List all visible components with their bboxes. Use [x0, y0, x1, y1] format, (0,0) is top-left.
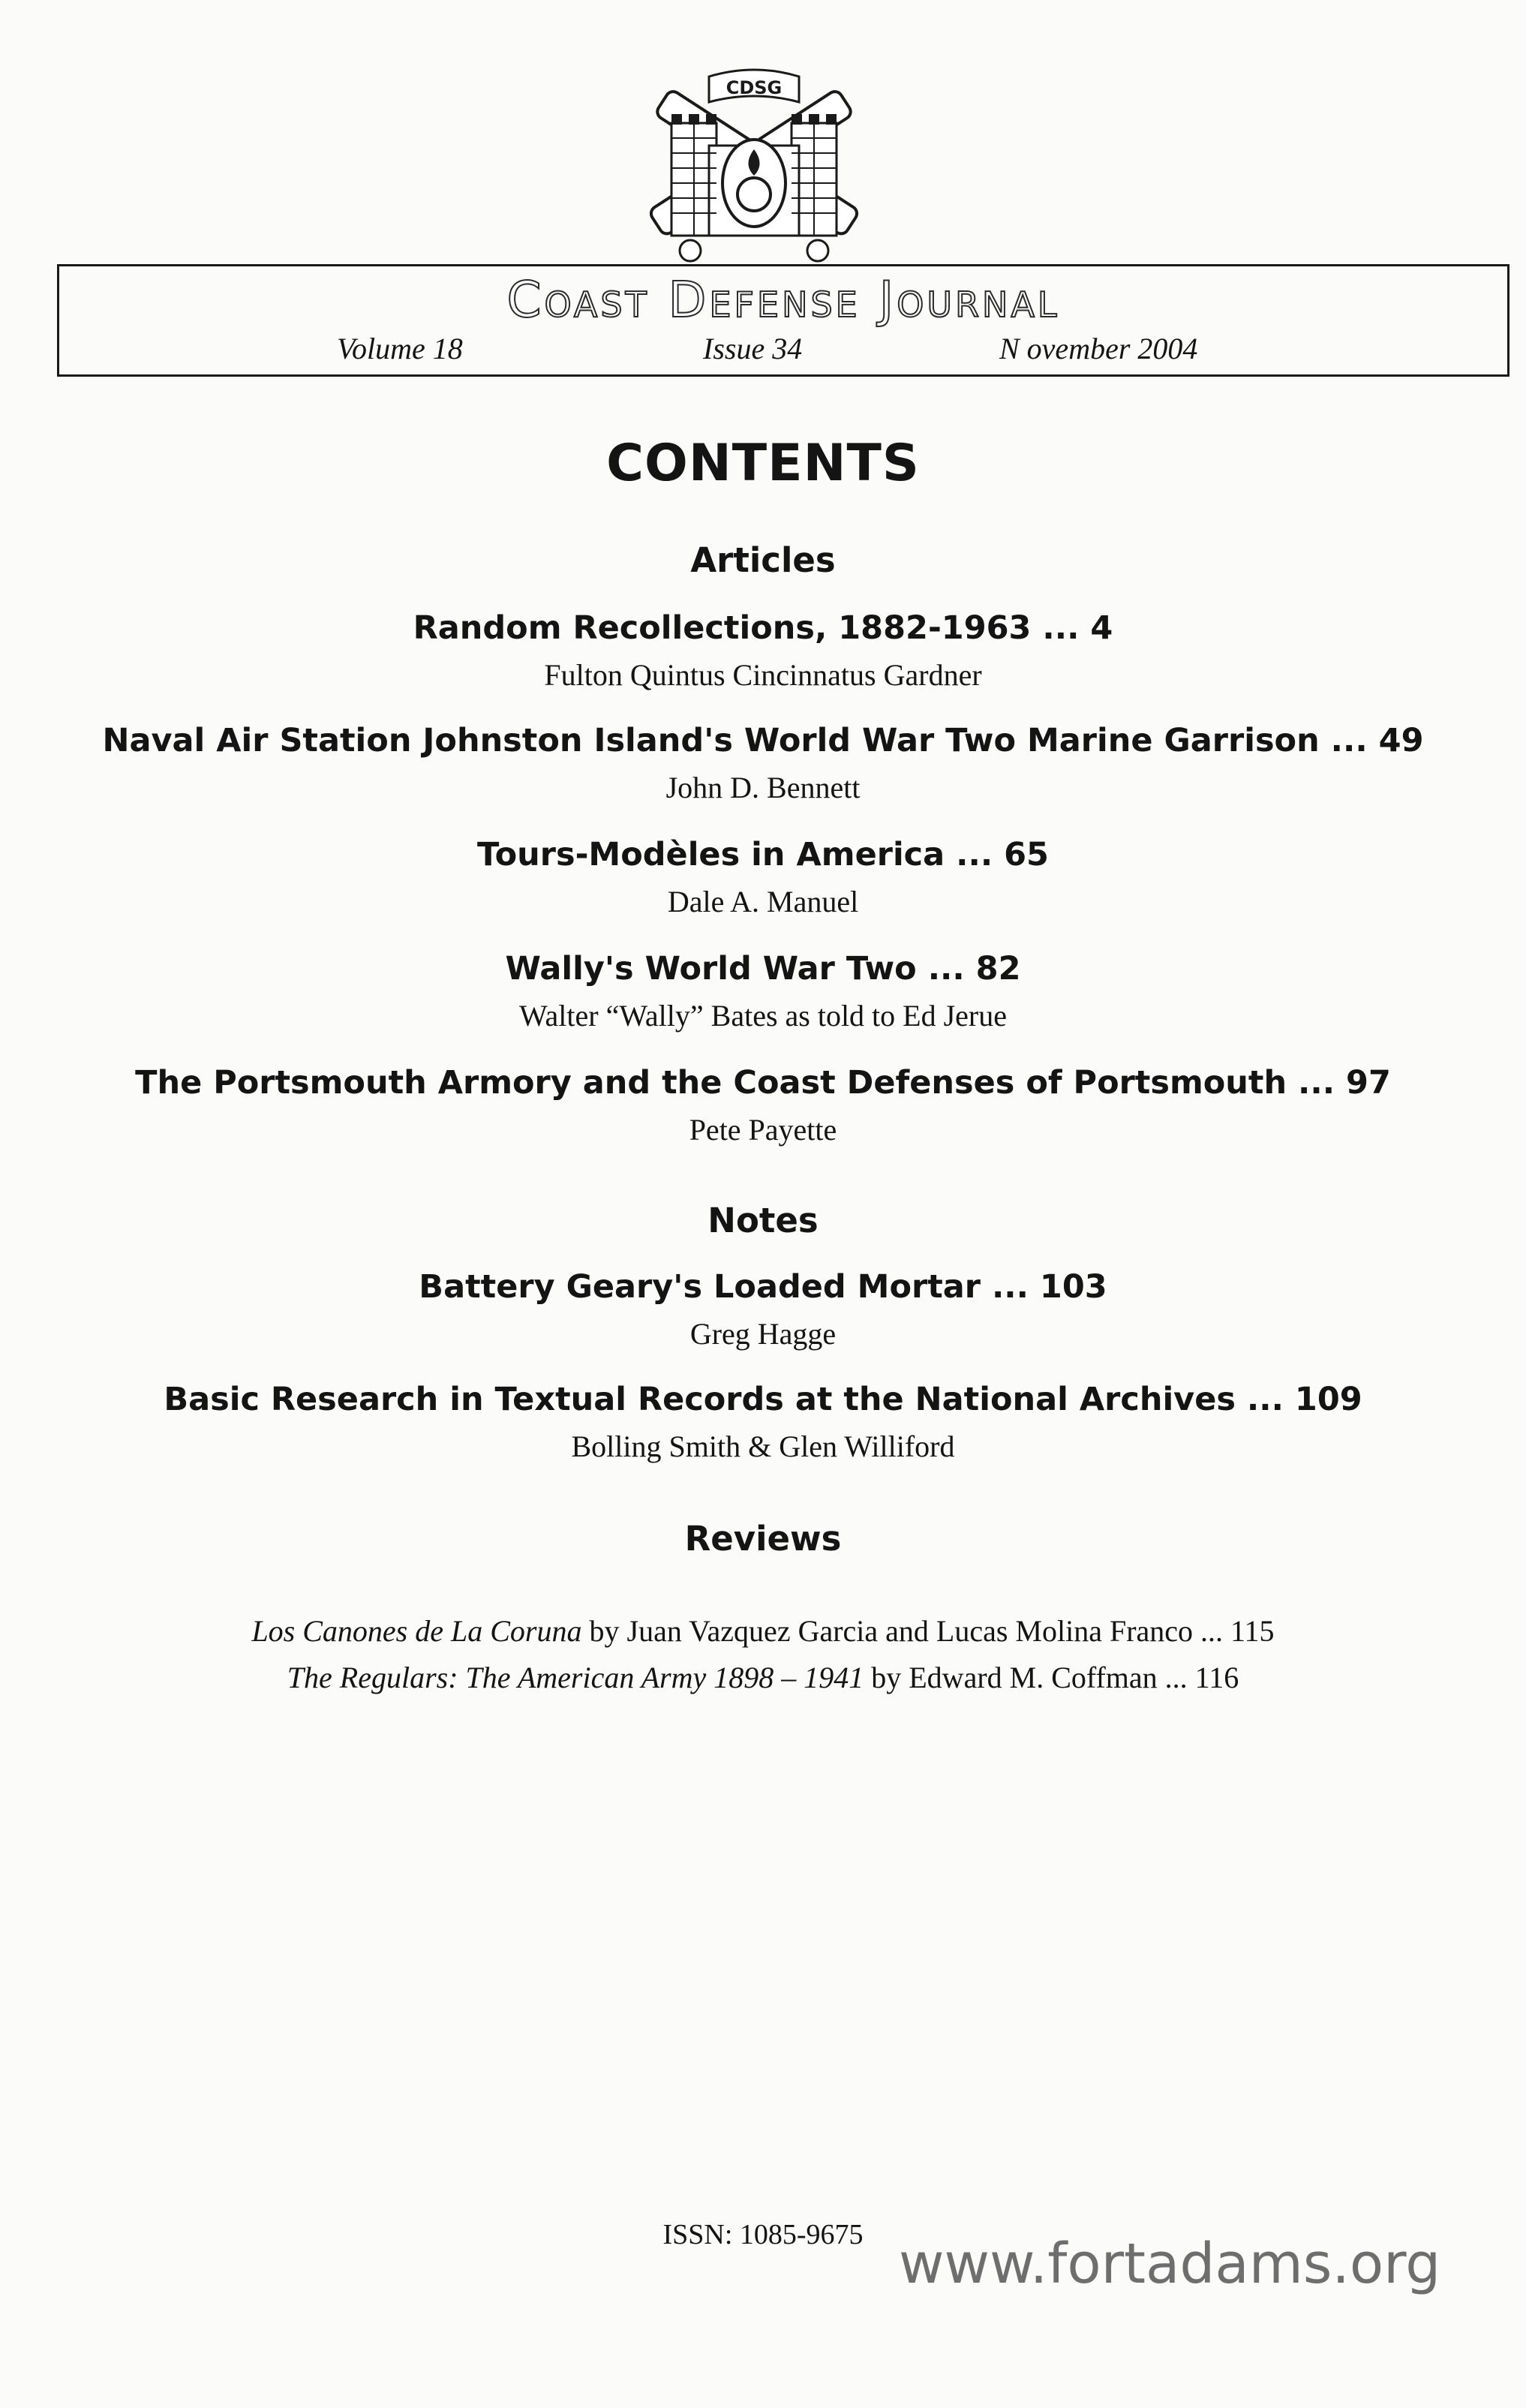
note-title: Basic Research in Textual Records at the National Archives ... 109: [164, 1381, 1362, 1418]
masthead: [57, 264, 1509, 377]
article-title: Random Recollections, 1882-1963 ... 4: [413, 609, 1113, 647]
article-author: Walter “Wally” Bates as told to Ed Jerue: [519, 999, 1007, 1033]
watermark: www.fortadams.org: [899, 2232, 1441, 2296]
issue: Issue 34: [703, 332, 803, 365]
review-item: [0, 1613, 1526, 1649]
review-detail: by Edward M. Coffman ... 116: [864, 1661, 1239, 1694]
article-author: Fulton Quintus Cincinnatus Gardner: [544, 658, 982, 692]
issue-date: N ovember 2004: [999, 332, 1198, 365]
note-author: Bolling Smith & Glen Williford: [571, 1429, 955, 1463]
review-item: [0, 1660, 1526, 1695]
logo-text: CDSG: [725, 77, 783, 98]
section-articles: Articles: [690, 540, 836, 580]
note-title: Battery Geary's Loaded Mortar ... 103: [419, 1268, 1107, 1306]
review-book: Los Canones de La Coruna: [251, 1614, 582, 1648]
article-title: Tours-Modèles in America ... 65: [477, 836, 1049, 873]
issn: ISSN: 1085-9675: [662, 2219, 864, 2250]
article-author: Dale A. Manuel: [667, 885, 859, 918]
note-author: Greg Hagge: [689, 1317, 837, 1351]
journal-title: Coast Defense Journal: [506, 271, 1060, 329]
review-book: The Regulars: The American Army 1898 – 1941: [287, 1661, 864, 1694]
article-title: Wally's World War Two ... 82: [505, 950, 1021, 988]
article-title: The Portsmouth Armory and the Coast Defenses of Portsmouth ... 97: [135, 1064, 1391, 1102]
contents-title: CONTENTS: [606, 434, 920, 493]
article-author: John D. Bennett: [665, 771, 861, 804]
section-reviews: Reviews: [684, 1519, 842, 1559]
section-notes: Notes: [707, 1201, 819, 1240]
cdsg-logo: [630, 63, 878, 266]
review-detail: by Juan Vazquez Garcia and Lucas Molina Franco ... 115: [581, 1614, 1275, 1648]
article-title: Naval Air Station Johnston Island's World War Two Marine Garrison ... 49: [102, 722, 1424, 759]
article-author: Pete Payette: [689, 1113, 837, 1147]
volume: Volume 18: [337, 332, 463, 365]
